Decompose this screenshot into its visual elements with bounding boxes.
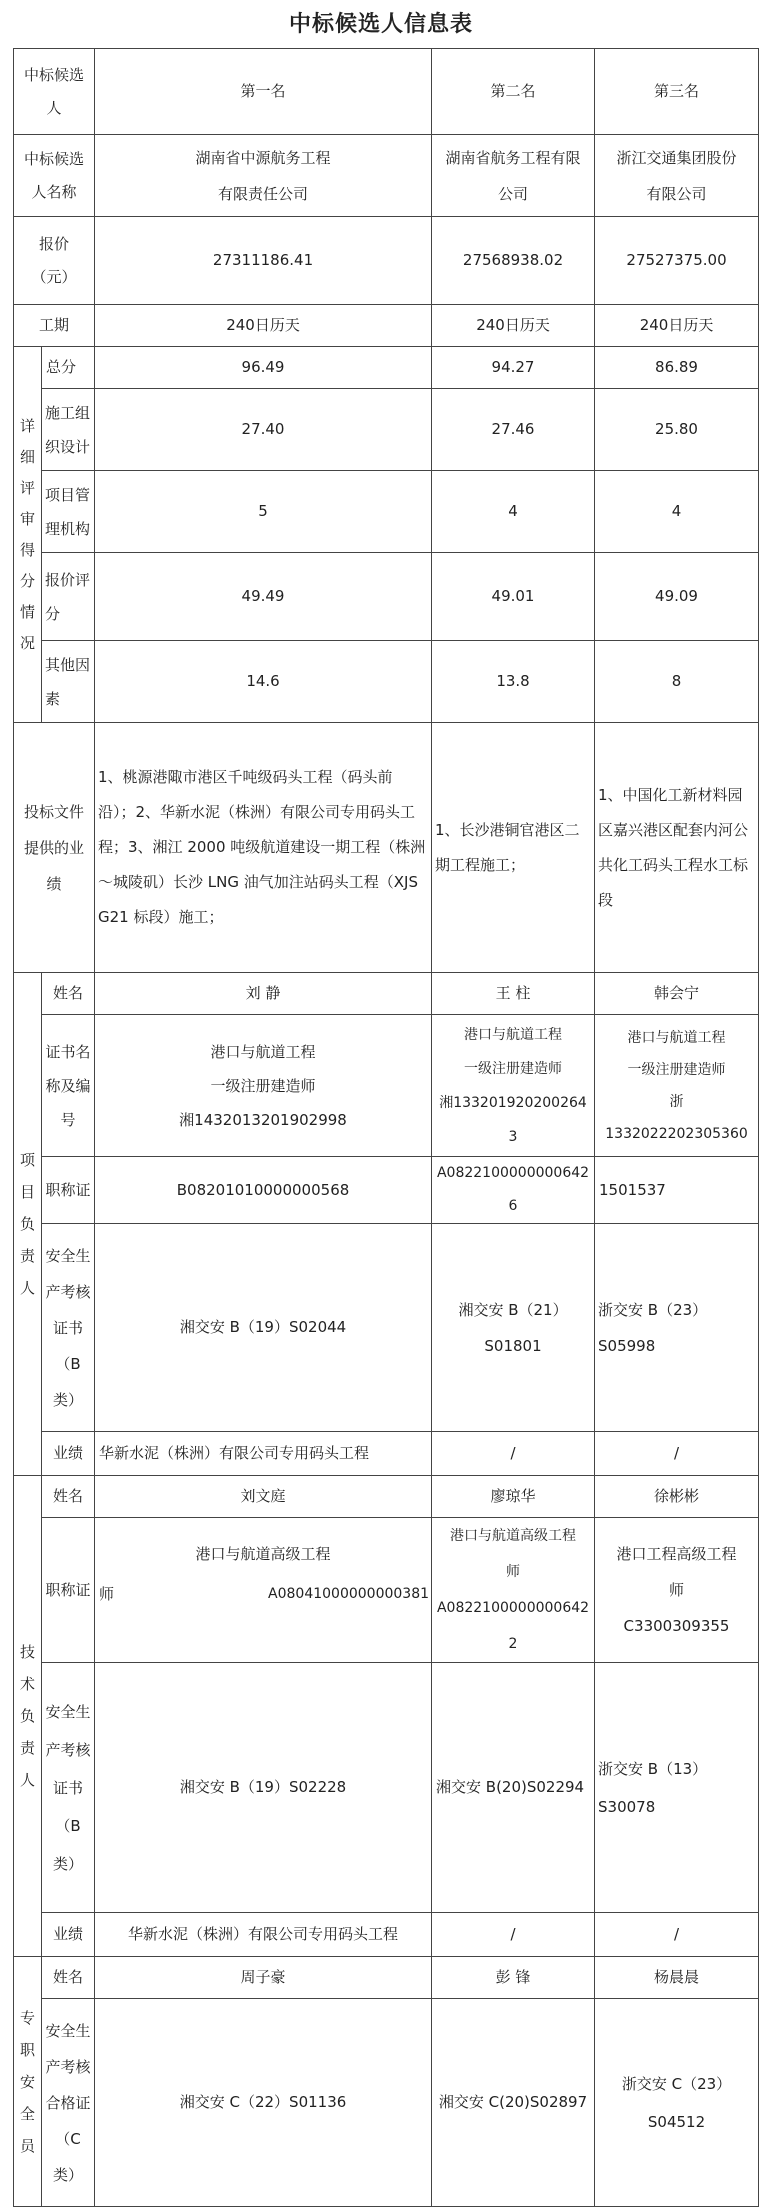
pm-title-cert-2: A08221000000006426 [432,1157,595,1224]
pm-perf-1: 华新水泥（株洲）有限公司专用码头工程 [95,1432,432,1476]
score-design-row [14,389,759,471]
candidate-name-3: 浙江交通集团股份 有限公司 [595,135,759,217]
score-design-3: 25.80 [595,389,759,471]
header-label: 中标候选 人 [14,49,95,135]
tech-title-cert-1-line2: 师 [99,1585,115,1603]
price-3: 27527375.00 [595,217,759,305]
score-group-label: 详 细 评 审 得 分 情 况 [14,347,42,723]
price-label: 报价 （元） [14,217,95,305]
bid-performance-2: 1、长沙港铜官港区二期工程施工； [432,723,595,973]
score-other-row [14,641,759,723]
bid-performance-3: 1、中国化工新材料园区嘉兴港区配套内河公共化工码头工程水工标段 [595,723,759,973]
tech-perf-row [14,1913,759,1957]
score-mgmt-row [14,471,759,553]
page-title: 中标候选人信息表 [288,11,473,37]
score-total-2: 94.27 [432,347,595,389]
tech-title-cert-2: 港口与航道高级工程 师 A08221000000006422 [432,1518,595,1663]
pm-name-label: 姓名 [42,973,95,1015]
score-other-2: 13.8 [432,641,595,723]
score-total-3: 86.89 [595,347,759,389]
pm-title-cert-1: B08201010000000568 [95,1157,432,1224]
pm-cert-2: 港口与航道工程 一级注册建造师 湘1332019202002643 [432,1015,595,1157]
score-total-1: 96.49 [95,347,432,389]
rank-1: 第一名 [95,49,432,135]
pm-name-row [14,973,759,1015]
safety-officer-cert-row [14,1999,759,2207]
tech-title-cert-row [14,1518,759,1663]
price-row [14,217,759,305]
safety-officer-name-label: 姓名 [42,1957,95,1999]
safety-officer-group-label: 专 职 安 全 员 [14,1957,42,2207]
bid-performance-1: 1、桃源港陬市港区千吨级码头工程（码头前沿）；2、华新水泥（株洲）有限公司专用码头工程；3、湘江 2000 吨级航道建设一期工程（株洲～城陵矶）长沙 LNG 油气加注站码头工程（XJSG21 标段）施工； [95,723,432,973]
tech-safety-row [14,1663,759,1913]
score-price-1: 49.49 [95,553,432,641]
safety-officer-name-1: 周子豪 [95,1957,432,1999]
pm-safety-row [14,1224,759,1432]
period-1: 240日历天 [95,305,432,347]
score-price-2: 49.01 [432,553,595,641]
safety-officer-cert-2: 湘交安 C(20)S02897 [432,1999,595,2207]
candidate-name-label: 中标候选 人名称 [14,135,95,217]
bid-performance-label: 投标文件 提供的业 绩 [14,723,95,973]
safety-officer-name-row [14,1957,759,1999]
score-mgmt-label: 项目管 理机构 [42,471,95,553]
score-mgmt-2: 4 [432,471,595,553]
score-design-1: 27.40 [95,389,432,471]
rank-3: 第三名 [595,49,759,135]
pm-name-2: 王 柱 [432,973,595,1015]
score-price-row [14,553,759,641]
pm-safety-3: 浙交安 B（23） S05998 [595,1224,759,1432]
header-row [14,49,759,135]
score-other-label: 其他因 素 [42,641,95,723]
pm-title-cert-label: 职称证 [42,1157,95,1224]
pm-cert-3: 港口与航道工程 一级注册建造师 浙 1332022202305360 [595,1015,759,1157]
score-total-label: 总分 [42,347,95,389]
tech-title-cert-label: 职称证 [42,1518,95,1663]
tech-name-row [14,1476,759,1518]
tech-safety-label: 安全生 产考核 证书 （B 类） [42,1663,95,1913]
score-other-3: 8 [595,641,759,723]
pm-perf-row [14,1432,759,1476]
pm-safety-1: 湘交安 B（19）S02044 [95,1224,432,1432]
tech-title-cert-1-line3: A08041000000000381 [268,1586,430,1602]
price-1: 27311186.41 [95,217,432,305]
pm-cert-label: 证书名 称及编 号 [42,1015,95,1157]
candidate-name-2: 湖南省航务工程有限 公司 [432,135,595,217]
tech-perf-3: / [595,1913,759,1957]
pm-cert-1: 港口与航道工程 一级注册建造师 湘1432013201902998 [95,1015,432,1157]
pm-safety-label: 安全生 产考核 证书 （B 类） [42,1224,95,1432]
period-label: 工期 [14,305,95,347]
tech-group-label: 技 术 负 责 人 [14,1476,42,1957]
pm-safety-2: 湘交安 B（21） S01801 [432,1224,595,1432]
tech-title-cert-1-line1: 港口与航道高级工程 [195,1545,331,1563]
score-other-1: 14.6 [95,641,432,723]
price-2: 27568938.02 [432,217,595,305]
score-mgmt-1: 5 [95,471,432,553]
safety-officer-name-3: 杨晨晨 [595,1957,759,1999]
tech-perf-1: 华新水泥（株洲）有限公司专用码头工程 [95,1913,432,1957]
safety-officer-cert-label: 安全生 产考核 合格证 （C 类） [42,1999,95,2207]
pm-perf-2: / [432,1432,595,1476]
pm-name-3: 韩会宁 [595,973,759,1015]
candidate-name-row [14,135,759,217]
tech-safety-1: 湘交安 B（19）S02228 [95,1663,432,1913]
pm-group-label: 项 目 负 责 人 [14,973,42,1476]
tech-safety-3: 浙交安 B（13） S30078 [595,1663,759,1913]
tech-name-2: 廖琼华 [432,1476,595,1518]
score-total-row [14,347,759,389]
pm-perf-label: 业绩 [42,1432,95,1476]
score-mgmt-3: 4 [595,471,759,553]
period-3: 240日历天 [595,305,759,347]
tech-safety-2: 湘交安 B(20)S02294 [432,1663,595,1913]
pm-cert-row [14,1015,759,1157]
candidate-name-1: 湖南省中源航务工程 有限责任公司 [95,135,432,217]
tech-name-1: 刘文庭 [95,1476,432,1518]
tech-name-label: 姓名 [42,1476,95,1518]
pm-title-cert-row [14,1157,759,1224]
period-2: 240日历天 [432,305,595,347]
tech-name-3: 徐彬彬 [595,1476,759,1518]
candidate-table [13,48,759,2207]
tech-title-cert-1 [95,1518,432,1663]
tech-perf-label: 业绩 [42,1913,95,1957]
score-design-2: 27.46 [432,389,595,471]
rank-2: 第二名 [432,49,595,135]
score-price-label: 报价评 分 [42,553,95,641]
period-row [14,305,759,347]
pm-perf-3: / [595,1432,759,1476]
safety-officer-cert-1: 湘交安 C（22）S01136 [95,1999,432,2207]
pm-name-1: 刘 静 [95,973,432,1015]
pm-title-cert-3: 1501537 [595,1157,759,1224]
safety-officer-name-2: 彭 锋 [432,1957,595,1999]
bid-performance-row [14,723,759,973]
tech-perf-2: / [432,1913,595,1957]
tech-title-cert-3: 港口工程高级工程 师 C3300309355 [595,1518,759,1663]
score-price-3: 49.09 [595,553,759,641]
safety-officer-cert-3: 浙交安 C（23） S04512 [595,1999,759,2207]
score-design-label: 施工组 织设计 [42,389,95,471]
